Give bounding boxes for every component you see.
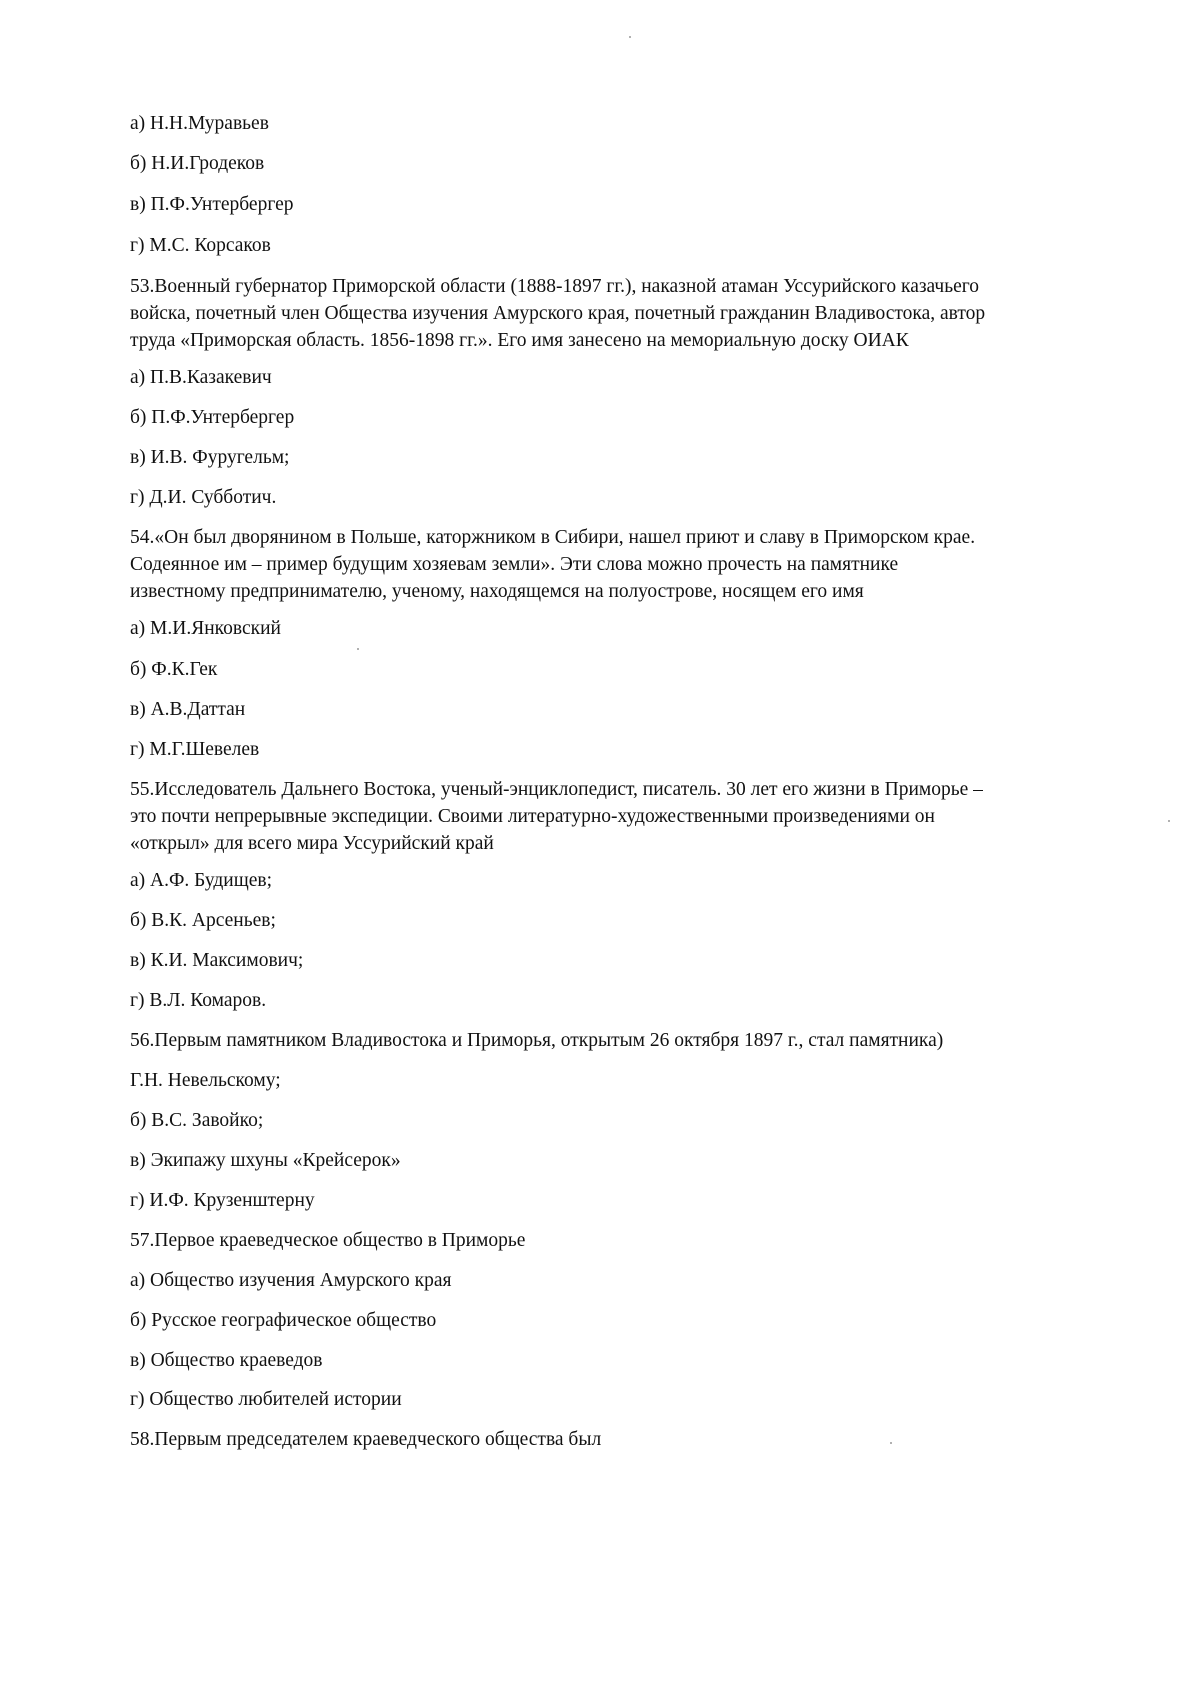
scan-speck	[890, 1442, 892, 1444]
q53-text	[130, 273, 1120, 354]
q56-text	[130, 1027, 1120, 1054]
q54-option-a: а) М.И.Янковский	[130, 618, 281, 639]
q56-option-a: Г.Н. Невельскому;	[130, 1070, 281, 1091]
q57-option-a: а) Общество изучения Амурского края	[130, 1270, 452, 1291]
q53-option-a: а) П.В.Казакевич	[130, 367, 272, 388]
q55-line-2: это почти непрерывные экспедиции. Своими литературно-художественными произведениями он	[130, 806, 935, 827]
q55-option-c: в) К.И. Максимович;	[130, 950, 304, 971]
q55-option-b: б) В.К. Арсеньев;	[130, 910, 276, 931]
q56-option-c: в) Экипажу шхуны «Крейсерок»	[130, 1150, 401, 1171]
q53-line-2: войска, почетный член Общества изучения Амурского края, почетный гражданин Владивостока, автор	[130, 303, 986, 324]
q52-option-c: в) П.Ф.Унтербергер	[130, 194, 294, 215]
q54-line-2: Содеянное им – пример будущим хозяевам земли». Эти слова можно прочесть на памятнике	[130, 554, 899, 575]
q57-option-c: в) Общество краеведов	[130, 1350, 323, 1371]
q53-line-1: 53.Военный губернатор Приморской области (1888-1897 гг.), наказной атаман Уссурийского казачьего	[130, 276, 980, 297]
q54-line-1: 54.«Он был дворянином в Польше, каторжником в Сибири, нашел приют и славу в Приморском крае.	[130, 527, 976, 548]
q55-option-d: г) В.Л. Комаров.	[130, 990, 267, 1011]
q53-option-b: б) П.Ф.Унтербергер	[130, 407, 295, 428]
q55-line-3: «открыл» для всего мира Уссурийский край	[130, 833, 494, 854]
q58-line-1: 58.Первым председателем краеведческого общества был	[130, 1429, 602, 1450]
q56-option-b: б) В.С. Завойко;	[130, 1110, 264, 1131]
q58-text	[130, 1426, 1120, 1453]
q52-option-a: а) Н.Н.Муравьев	[130, 113, 269, 134]
q57-text	[130, 1227, 1120, 1254]
q55-text	[130, 776, 1120, 857]
q55-option-a: а) А.Ф. Будищев;	[130, 870, 273, 891]
q52-option-d: г) М.С. Корсаков	[130, 235, 271, 256]
q52-option-b: б) Н.И.Гродеков	[130, 153, 265, 174]
q53-option-c: в) И.В. Фуругельм;	[130, 447, 290, 468]
q54-option-c: в) А.В.Даттан	[130, 699, 246, 720]
q54-text	[130, 524, 1120, 605]
q54-line-3: известному предпринимателю, ученому, находящемся на полуострове, носящем его имя	[130, 581, 864, 602]
scan-speck	[629, 36, 631, 38]
q53-line-3: труда «Приморская область. 1856-1898 гг.». Его имя занесено на мемориальную доску ОИАК	[130, 330, 909, 351]
q57-option-d: г) Общество любителей истории	[130, 1389, 402, 1410]
q57-option-b: б) Русское географическое общество	[130, 1310, 437, 1331]
scan-speck	[357, 648, 359, 650]
q55-line-1: 55.Исследователь Дальнего Востока, ученый-энциклопедист, писатель. 30 лет его жизни в Приморье –	[130, 779, 983, 800]
q53-option-d: г) Д.И. Субботич.	[130, 487, 277, 508]
q56-line-1: 56.Первым памятником Владивостока и Приморья, открытым 26 октября 1897 г., стал памятника)	[130, 1030, 944, 1051]
q56-option-d: г) И.Ф. Крузенштерну	[130, 1190, 315, 1211]
q57-line-1: 57.Первое краеведческое общество в Приморье	[130, 1230, 526, 1251]
q54-option-d: г) М.Г.Шевелев	[130, 739, 260, 760]
scan-speck	[1168, 820, 1170, 822]
q54-option-b: б) Ф.К.Гек	[130, 659, 218, 680]
